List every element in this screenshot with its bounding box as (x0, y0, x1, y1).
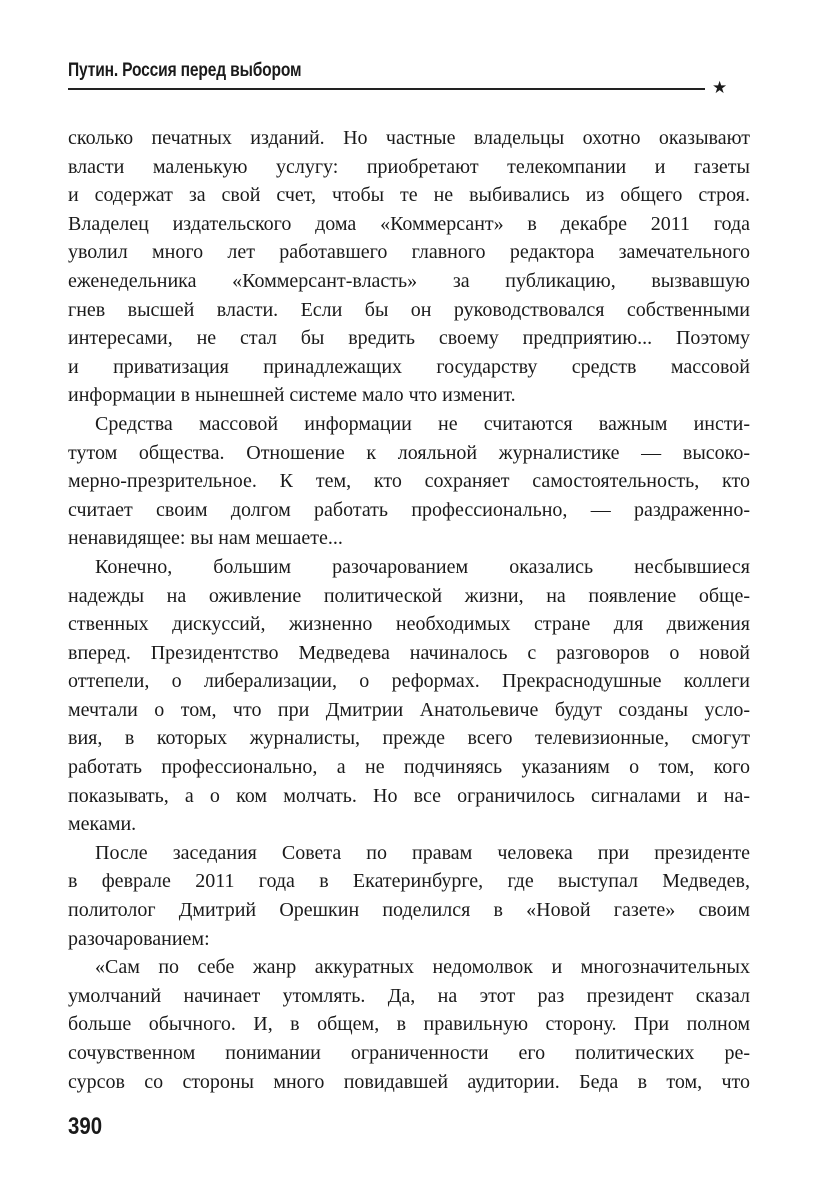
text-line: меками. (68, 813, 137, 836)
text-line: мерно-презрительное. К тем, кто сохраняет самостоятельность, кто (68, 470, 750, 493)
text-line: и содержат за свой счет, чтобы те не выбивались из общего строя. (68, 184, 750, 207)
text-line: мечтали о том, что при Дмитрии Анатольевиче будут созданы усло- (68, 698, 750, 721)
text-line: власти маленькую услугу: приобретают телекомпании и газеты (68, 155, 750, 178)
text-line: политолог Дмитрий Орешкин поделился в «Новой газете» своим (68, 899, 750, 922)
page-number: 390 (68, 1113, 103, 1140)
text-line: в феврале 2011 года в Екатеринбурге, где выступал Медведев, (68, 870, 750, 893)
text-line: ственных дискуссий, жизненно необходимых стране для движения (68, 613, 750, 636)
text-line: вия, в которых журналисты, прежде всего телевизионные, смогут (68, 727, 750, 750)
header-divider (68, 88, 705, 90)
text-line: ненавидящее: вы нам мешаете... (68, 527, 343, 550)
text-line: тутом общества. Отношение к лояльной журналистике — высоко- (68, 441, 750, 464)
text-line: «Сам по себе жанр аккуратных недомолвок и многозначительных (95, 956, 750, 979)
text-line: еженедельника «Коммерсант-власть» за публикацию, вызвавшую (68, 269, 750, 292)
text-line: оттепели, о либерализации, о реформах. Прекраснодушные коллеги (68, 670, 750, 693)
text-line: вперед. Президентство Медведева начиналось с разговоров о новой (68, 641, 750, 664)
text-line: надежды на оживление политической жизни, на появление обще- (68, 584, 750, 607)
text-line: умолчаний начинает утомлять. Да, на этот раз президент сказал (68, 984, 750, 1007)
text-line: сочувственном понимании ограниченности его политических ре- (68, 1042, 750, 1064)
text-line: сурсов со стороны много повидавшей аудитории. Беда в том, что (68, 1070, 750, 1093)
star-icon: ★ (712, 78, 728, 98)
text-line: и приватизация принадлежащих государству средств массовой (68, 355, 750, 378)
text-line: Владелец издательского дома «Коммерсант» в декабре 2011 года (68, 212, 750, 235)
text-line: больше обычного. И, в общем, в правильную сторону. При полном (68, 1013, 750, 1036)
text-line: интересами, не стал бы вредить своему предприятию... Поэтому (68, 327, 750, 350)
text-line: считает своим долгом работать профессионально, — раздраженно- (68, 498, 750, 521)
text-line: уволил много лет работавшего главного редактора замечательного (68, 241, 750, 264)
text-line: сколько печатных изданий. Но частные владельцы охотно оказывают (68, 127, 750, 149)
text-line: информации в нынешней системе мало что изменит. (68, 384, 516, 407)
text-line: разочарованием: (68, 927, 210, 950)
body-text (68, 124, 750, 1096)
text-line: Средства массовой информации не считаются важным инсти- (95, 412, 750, 435)
text-line: показывать, а о ком молчать. Но все ограничилось сигналами и на- (68, 784, 750, 807)
running-header-title: Путин. Россия перед выбором (68, 60, 302, 81)
text-line: Конечно, большим разочарованием оказались несбывшиеся (95, 555, 750, 578)
text-line: работать профессионально, а не подчиняясь указаниям о том, кого (68, 756, 750, 779)
text-line: гнев высшей власти. Если бы он руководствовался собственными (68, 298, 750, 321)
text-line: После заседания Совета по правам человека при президенте (95, 841, 750, 864)
